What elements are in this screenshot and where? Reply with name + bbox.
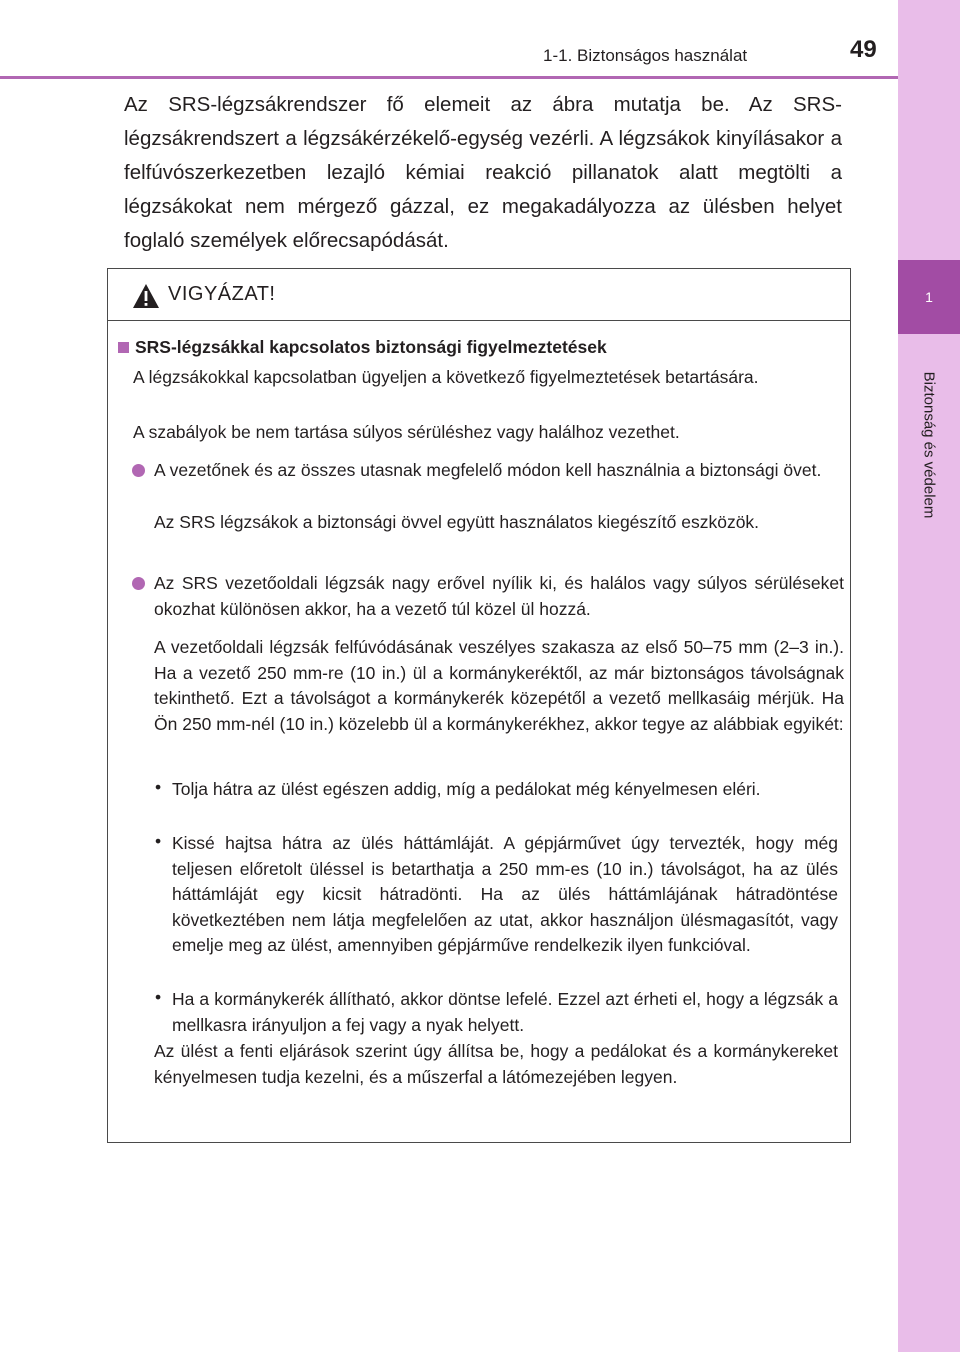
sub-bullet-1: Tolja hátra az ülést egészen addig, míg a pedálokat még kényelmesen eléri. xyxy=(172,779,761,799)
chapter-title: Biztonság és védelem xyxy=(920,371,938,519)
sub-bullet-mark: • xyxy=(155,987,162,1007)
chapter-number: 1 xyxy=(898,260,960,334)
header-rule xyxy=(0,76,898,79)
warning-triangle-icon xyxy=(132,283,160,309)
warning-box xyxy=(107,268,851,1143)
warning-header xyxy=(108,269,850,321)
section-title-text: SRS-légzsákkal kapcsolatos biztonsági figyelmeztetések xyxy=(135,337,607,357)
bullet-2-text-a: Az SRS vezetőoldali légzsák nagy erővel nyílik ki, és halálos vagy súlyos sérüléseket okozhat különösen akkor, ha a vezető túl közel ül hozzá. xyxy=(154,573,844,619)
bullet-2-text-b: A vezetőoldali légzsák felfúvódásának veszélyes szakasza az első 50–75 mm (2–3 in.). Ha a vezető 250 mm-re (10 in.) ül a kormánykeréktől, az már biztonságos távolságnak tekinthető. Ezt a távolságot a kormánykerék közepétől a vezető mellkasáig mérjük. Ha Ön 250 mm-nél (10 in.) közelebb ül a kormánykerékhez, akkor tegye az alábbiak egyikét: xyxy=(154,637,844,734)
bullet-1-text-a: A vezetőnek és az összes utasnak megfelelő módon kell használnia a biztonsági övet. xyxy=(154,460,822,480)
sub-bullet-mark: • xyxy=(155,831,162,851)
page-number: 49 xyxy=(850,36,877,63)
closing-paragraph: Az ülést a fenti eljárások szerint úgy állítsa be, hogy a pedálokat és a kormánykereket kényelmesen tudja kezelni, és a műszerfal a látómezejében legyen. xyxy=(154,1041,838,1087)
sub-bullet-mark: • xyxy=(155,777,162,797)
bullet-1-text-b: Az SRS légzsákok a biztonsági övvel együtt használatos kiegészítő eszközök. xyxy=(154,512,760,532)
warning-title: VIGYÁZAT! xyxy=(168,283,276,305)
warning-paragraph-2: A szabályok be nem tartása súlyos sérüléshez vagy halálhoz vezethet. xyxy=(133,422,680,442)
section-title xyxy=(118,337,607,358)
round-bullet-icon xyxy=(132,577,145,590)
warning-paragraph-1: A légzsákokkal kapcsolatban ügyeljen a következő figyelmeztetések betartására. xyxy=(133,367,759,387)
intro-paragraph: Az SRS-légzsákrendszer fő elemeit az ábra mutatja be. Az SRS-légzsákrendszert a légzsákérzékelő-egység vezérli. A légzsákok kinyílásakor a felfúvószerkezetben lezajló kémiai reakció pillanatok alatt megtölti a légzsákokat nem mérgező gázzal, ez megakadályozza az ülésben helyet foglaló személyek előrecsapódását. xyxy=(124,93,842,252)
running-head: 1-1. Biztonságos használat xyxy=(543,46,748,65)
sub-bullet-2: Kissé hajtsa hátra az ülés háttámláját. A gépjárművet úgy tervezték, hogy még teljesen előretolt üléssel is betarthatja a 250 mm-es (10 in.) távolságot, ha az ülés háttámláját egy kicsit hátradönti. Ha az ülés háttámlájának hátradöntése következtében nem látja megfelelően az utat, akkor használjon ülésmagasítót, vagy emelje meg az ülést, amennyiben gépjárműve rendelkezik ilyen funkcióval. xyxy=(172,833,838,955)
square-bullet-icon xyxy=(118,342,129,353)
side-tab xyxy=(898,0,960,1352)
round-bullet-icon xyxy=(132,464,145,477)
sub-bullet-3: Ha a kormánykerék állítható, akkor döntse lefelé. Ezzel azt érheti el, hogy a légzsák a mellkasra irányuljon a fej vagy a nyak helyett. xyxy=(172,989,838,1035)
